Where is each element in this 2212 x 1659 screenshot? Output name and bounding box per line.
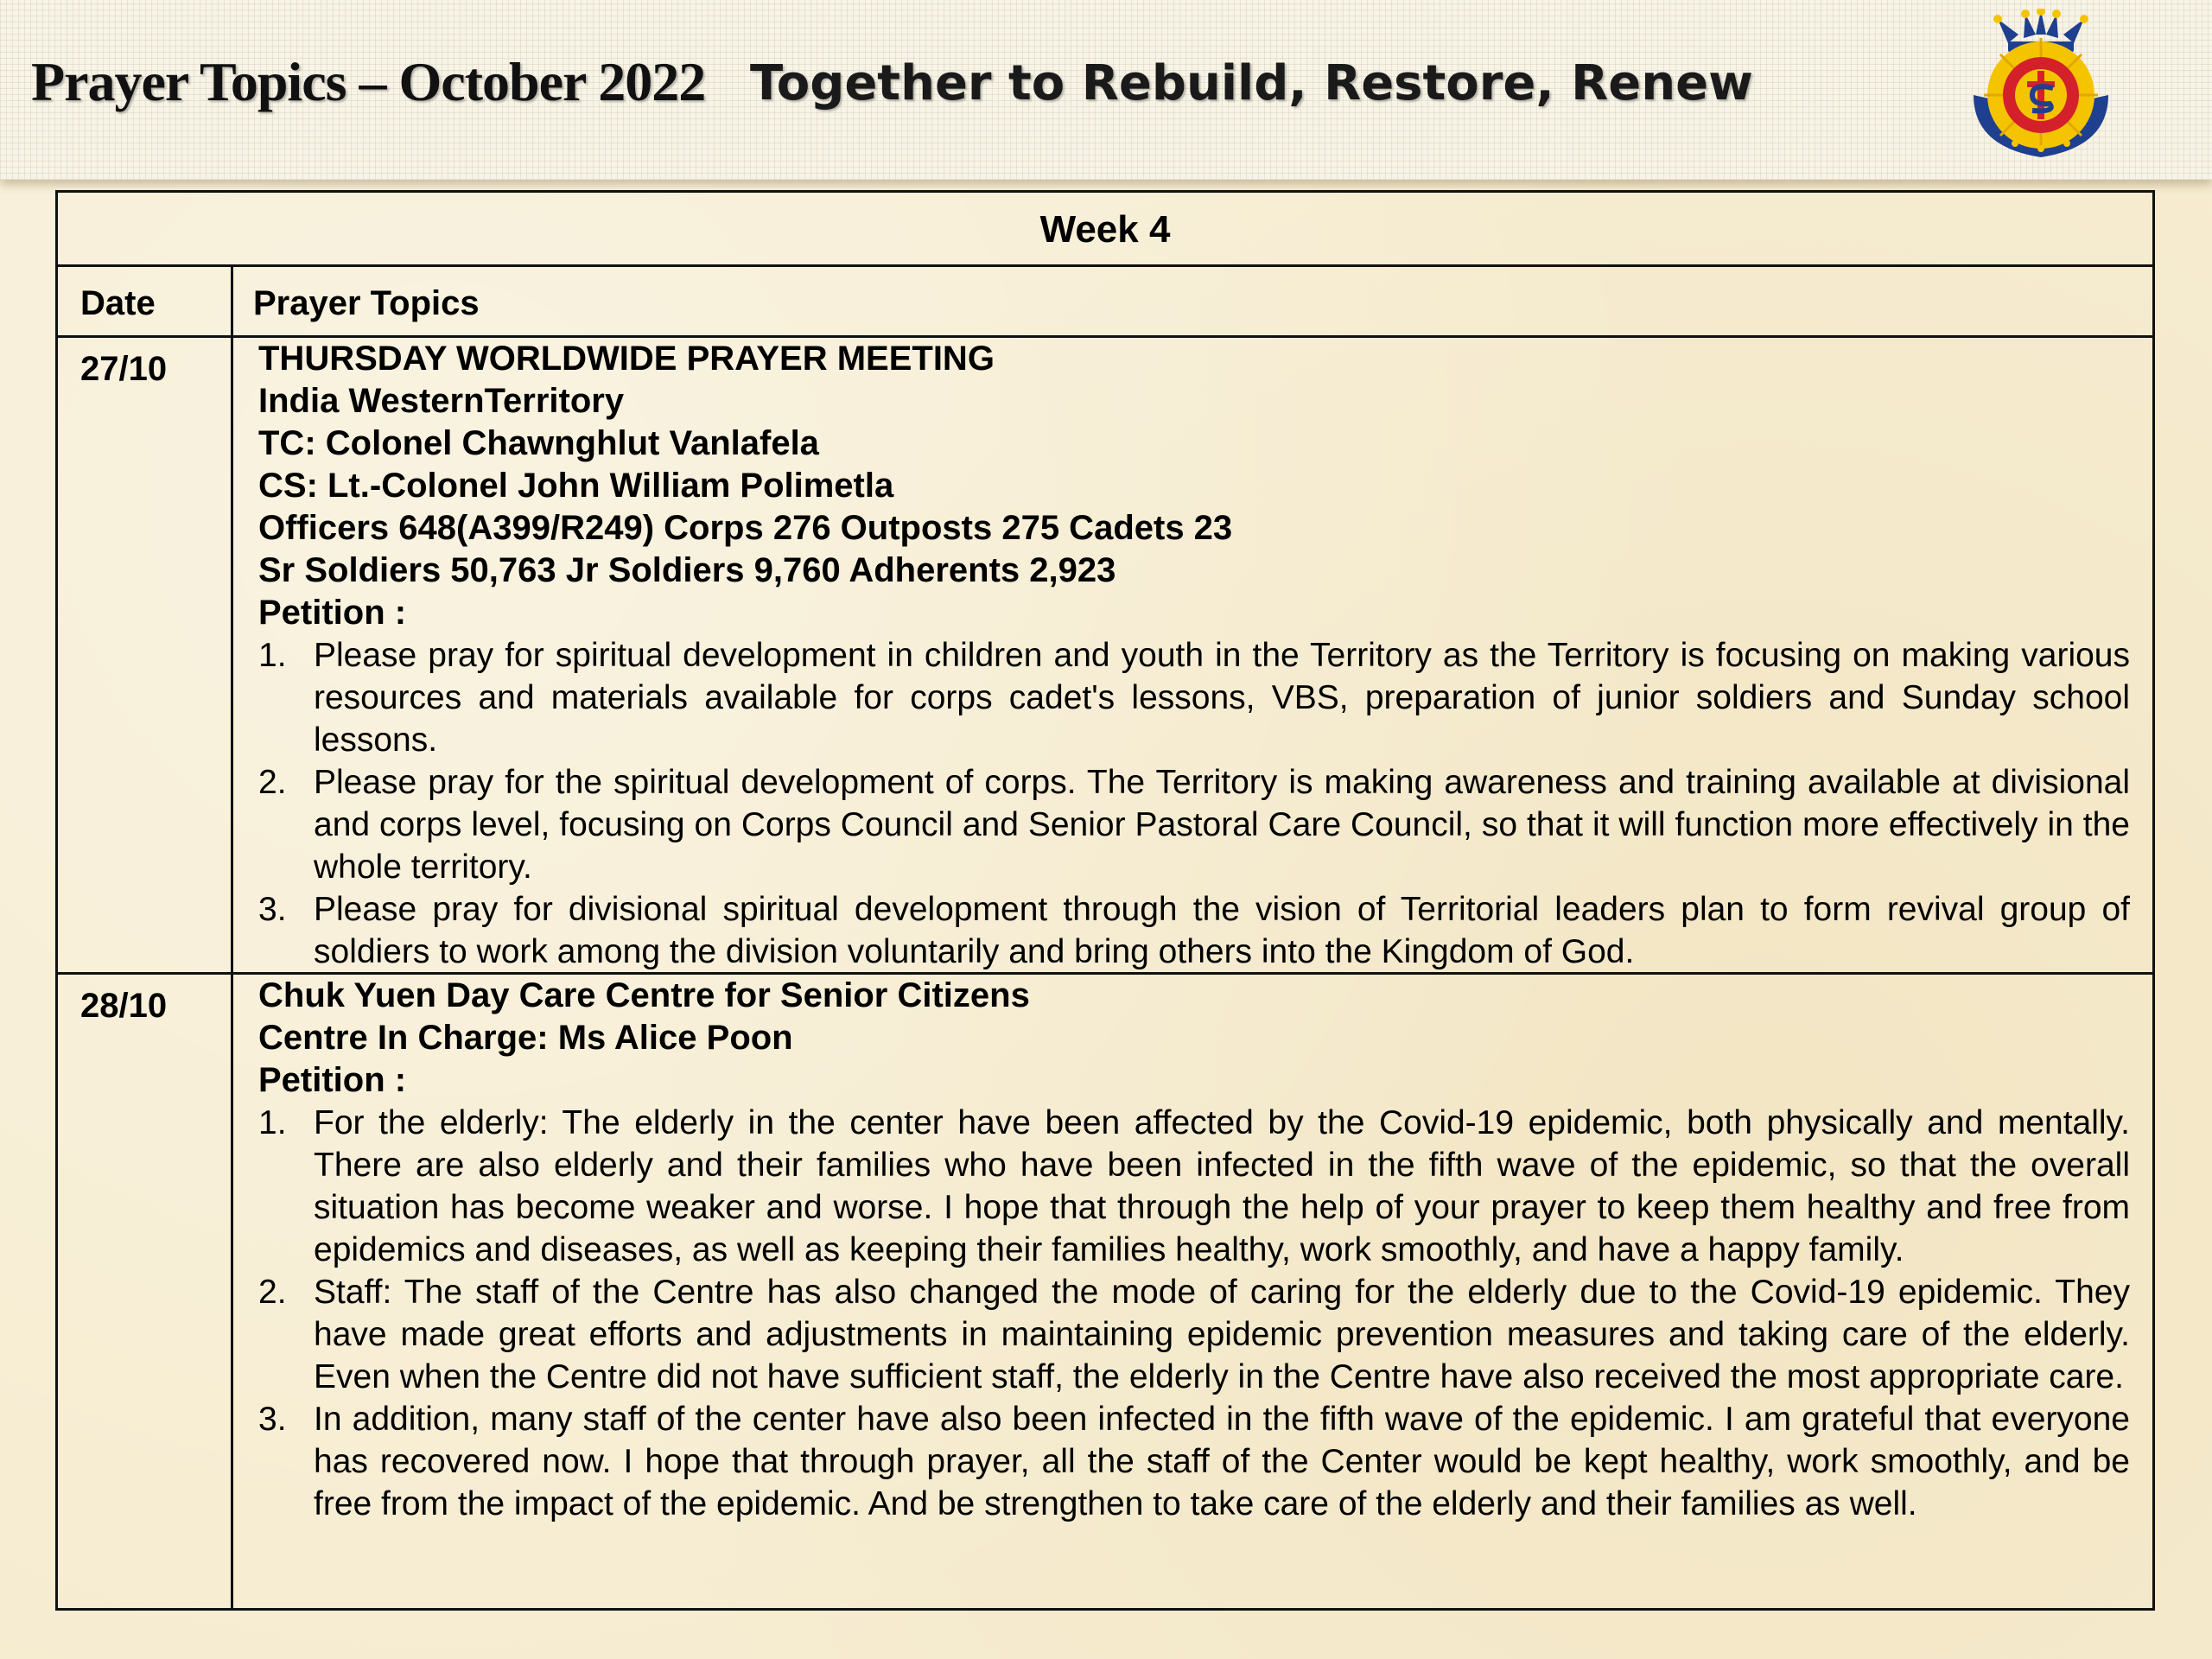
topics-column-header: Prayer Topics xyxy=(253,284,480,322)
salvation-army-crest-icon xyxy=(1963,9,2119,169)
list-item-number: 2. xyxy=(258,1274,287,1311)
list-item xyxy=(258,634,2130,761)
page-title: Prayer Topics – October 2022 xyxy=(31,51,706,112)
list-item-text: Please pray for the spiritual development of corps. The Territory is making awareness and training available at divisional and corps level, focusing on Corps Council and Senior Pastoral Care Council, so that it will function more effectively in the whole territory. xyxy=(314,764,2130,886)
list-item-number: 3. xyxy=(258,891,287,928)
list-item-text: Please pray for divisional spiritual development through the vision of Territorial leaders plan to form revival group of soldiers to work among the division voluntarily and bring others into the Kingdom of God. xyxy=(314,891,2130,970)
page-tagline: Together to Rebuild, Restore, Renew xyxy=(750,55,1753,111)
list-item xyxy=(258,888,2130,973)
list-item xyxy=(258,1398,2130,1525)
list-item xyxy=(258,761,2130,888)
petition-label: Petition : xyxy=(258,1061,407,1099)
list-item-text: In addition, many staff of the center have also been infected in the fifth wave of the epidemic. I am grateful that everyone has recovered now. I hope that through prayer, all the staff of the Center would be kept healthy, work smoothly, and be free from the impact of the epidemic. And be strengthen to take care of the elderly and their families as well. xyxy=(314,1401,2130,1522)
week-header-row xyxy=(58,193,2152,267)
topics-cell xyxy=(258,975,2130,1525)
list-item-number: 2. xyxy=(258,764,287,801)
petition-list xyxy=(258,1102,2130,1525)
list-item-number: 3. xyxy=(258,1401,287,1438)
petition-label: Petition : xyxy=(258,594,407,632)
list-item-number: 1. xyxy=(258,637,287,674)
prayer-topics-table xyxy=(55,190,2155,1611)
date-cell: 28/10 xyxy=(80,987,168,1025)
soldier-statistics: Sr Soldiers 50,763 Jr Soldiers 9,760 Adherents 2,923 xyxy=(258,551,1116,589)
officer-statistics: Officers 648(A399/R249) Corps 276 Outposts 275 Cadets 23 xyxy=(258,509,1233,547)
table-row xyxy=(58,338,2152,975)
list-item-text: For the elderly: The elderly in the center have been affected by the Covid-19 epidemic, both physically and mentally. There are also elderly and their families who have been infected in the fifth wave of the epidemic, so that the overall situation has become weaker and worse. I hope that through the help of your prayer to keep them healthy and free from epidemics and diseases, as well as keeping their families healthy, work smoothly, and have a happy family. xyxy=(314,1104,2130,1268)
meeting-title: THURSDAY WORLDWIDE PRAYER MEETING xyxy=(258,340,995,378)
date-cell: 27/10 xyxy=(80,350,168,388)
list-item-text: Please pray for spiritual development in children and youth in the Territory as the Territory is focusing on making various resources and materials available for corps cadet's lessons, VBS, preparation of junior soldiers and Sunday school lessons. xyxy=(314,637,2130,759)
date-column-header: Date xyxy=(80,284,156,322)
centre-in-charge: Centre In Charge: Ms Alice Poon xyxy=(258,1019,793,1057)
week-title: Week 4 xyxy=(1039,208,1171,251)
petition-list xyxy=(258,634,2130,973)
table-row xyxy=(58,975,2152,1608)
list-item-text: Staff: The staff of the Centre has also changed the mode of caring for the elderly due to the Covid-19 epidemic. They have made great efforts and adjustments in maintaining epidemic prevention measures and taking care of the elderly. Even when the Centre did not have sufficient staff, the elderly in the Centre have also received the most appropriate care. xyxy=(314,1274,2130,1395)
list-item-number: 1. xyxy=(258,1104,287,1141)
territory-name: India WesternTerritory xyxy=(258,382,625,420)
centre-name: Chuk Yuen Day Care Centre for Senior Citizens xyxy=(258,976,1030,1014)
column-header-row xyxy=(58,267,2152,338)
topics-cell xyxy=(258,338,2130,973)
chief-secretary: CS: Lt.-Colonel John William Polimetla xyxy=(258,467,894,505)
territorial-commander: TC: Colonel Chawnghlut Vanlafela xyxy=(258,424,819,462)
list-item xyxy=(258,1271,2130,1398)
slide-header xyxy=(0,0,2212,180)
list-item xyxy=(258,1102,2130,1271)
